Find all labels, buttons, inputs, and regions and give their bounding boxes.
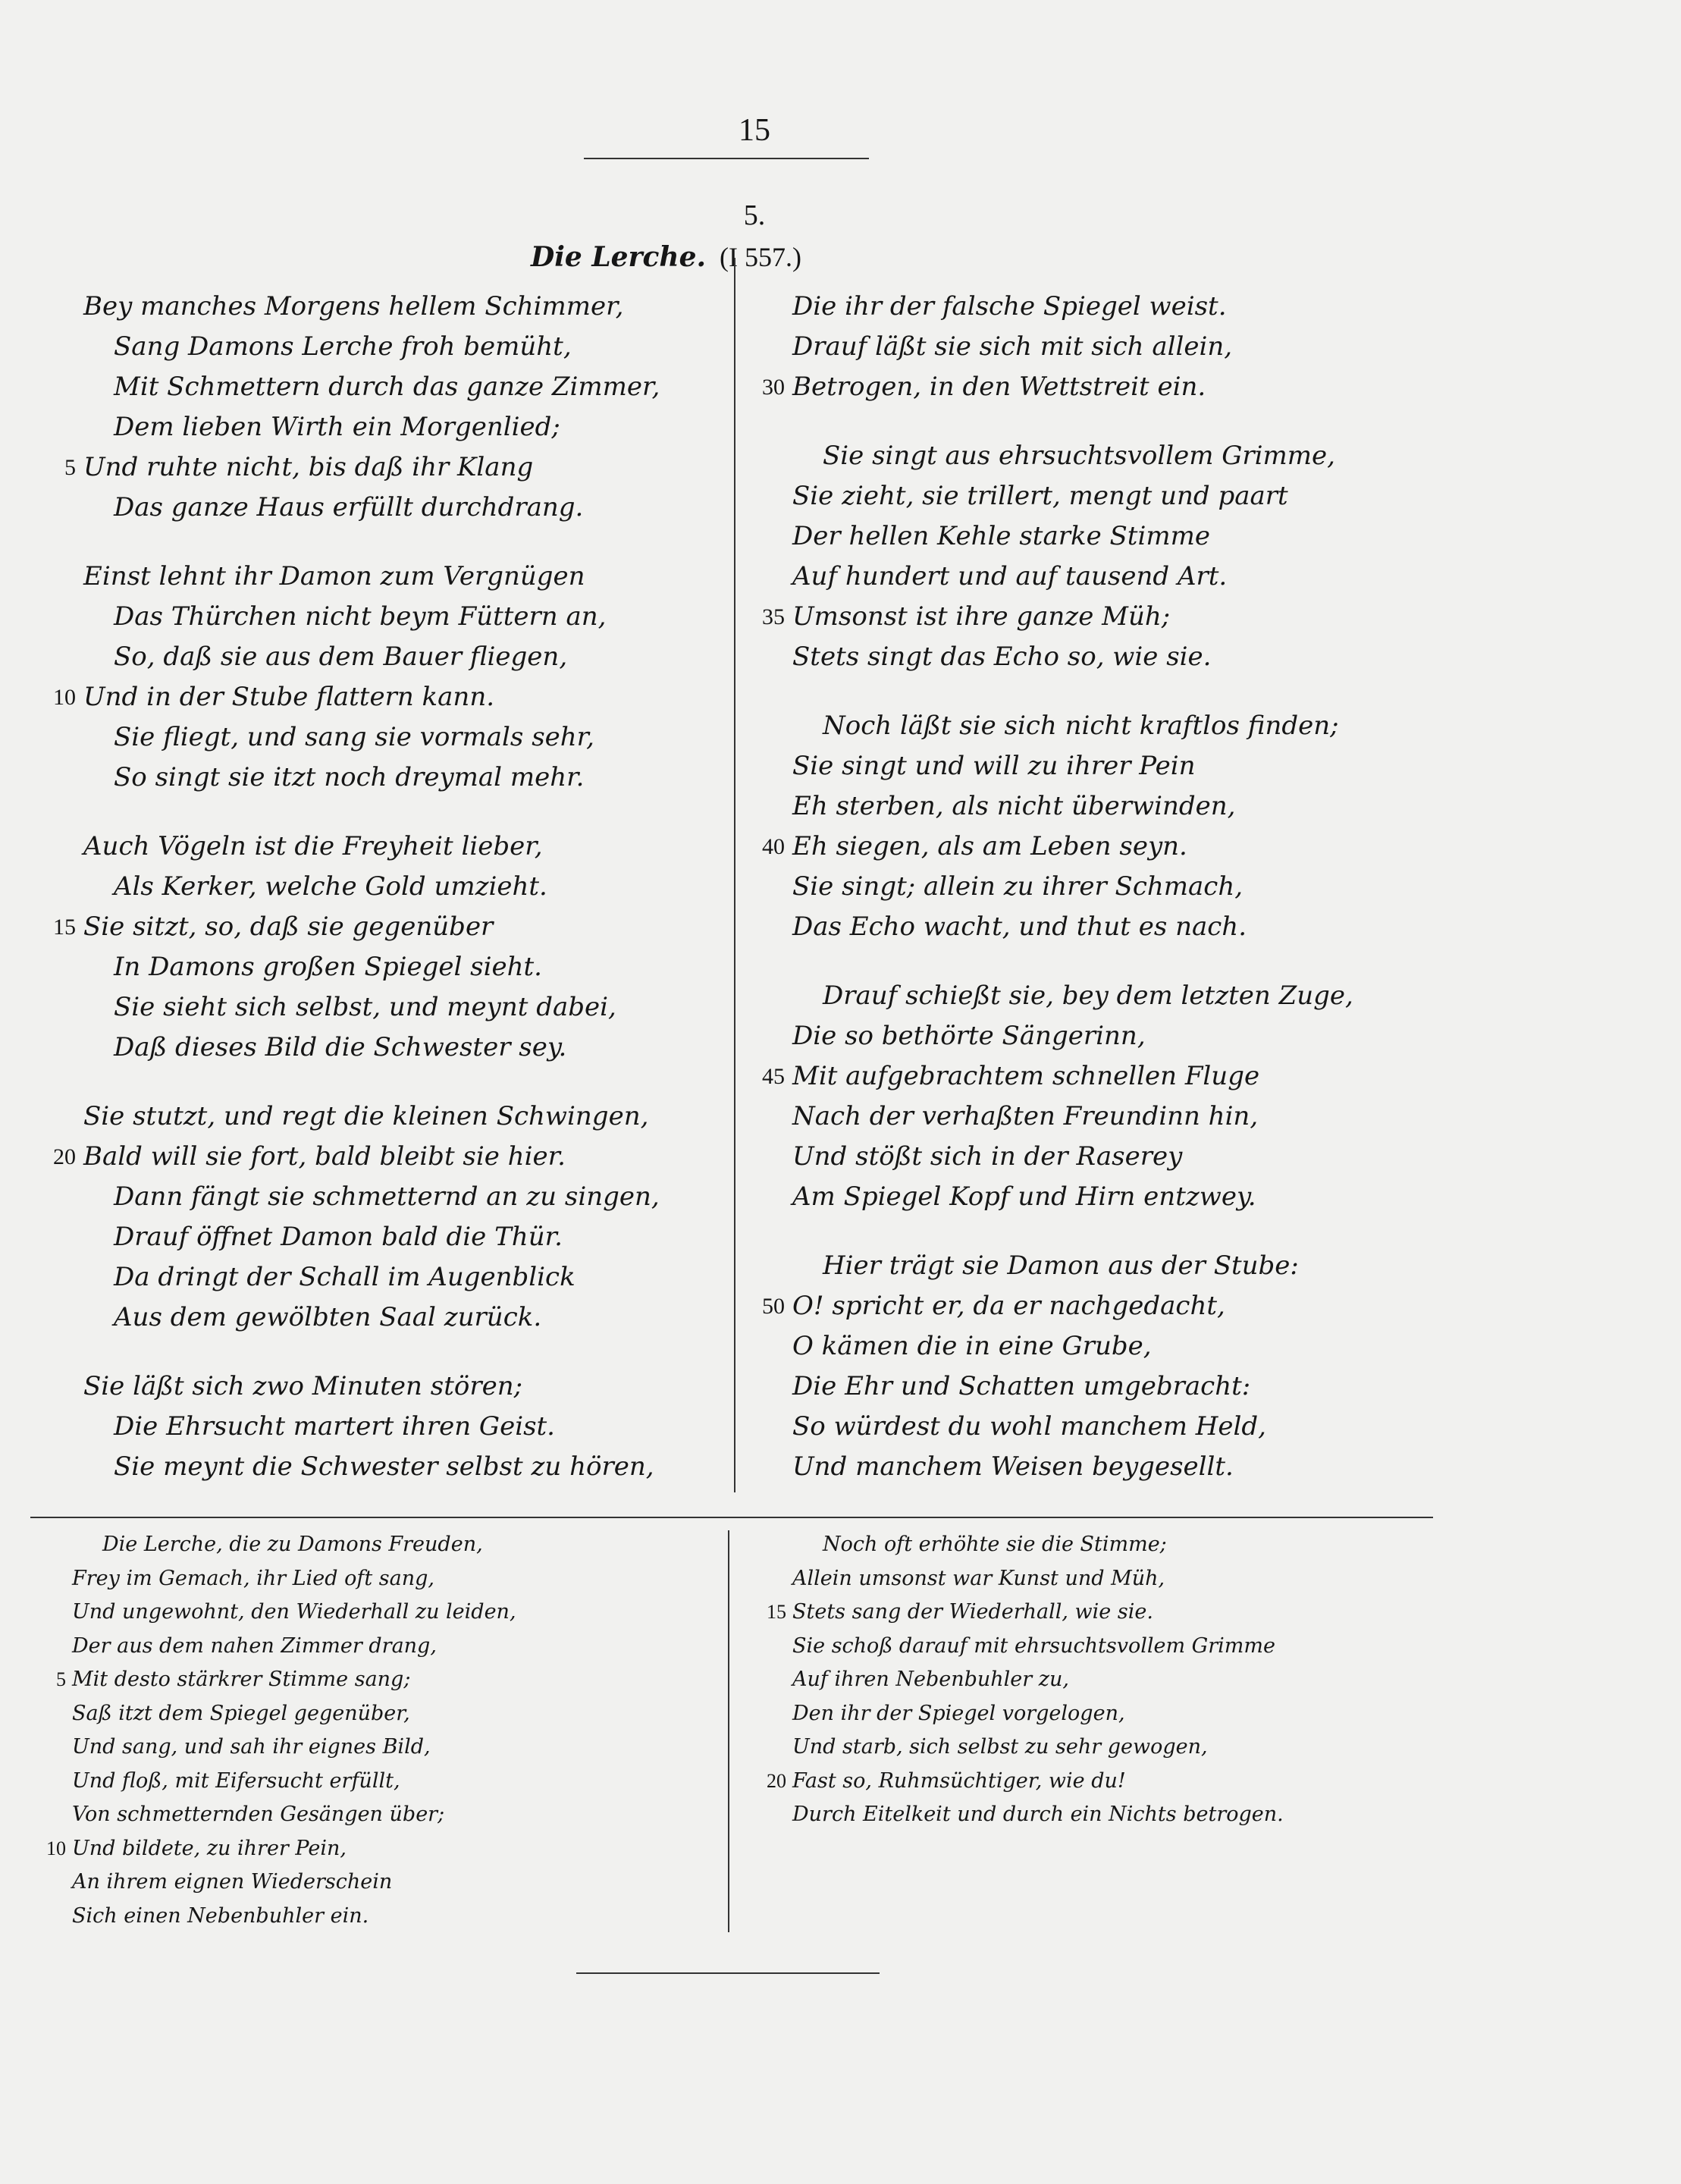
verse-line (767, 1765, 1284, 1799)
verse-line (762, 1286, 1353, 1326)
verse-text: Bey manches Morgens hellem Schimmer, (83, 291, 624, 322)
verse-line (72, 1562, 516, 1596)
line-number: 35 (762, 604, 785, 629)
verse-text: Sie schoß darauf mit ehrsuchtsvollem Grimme (792, 1633, 1275, 1658)
verse-line (792, 287, 1353, 327)
verse-text: Mit desto stärkrer Stimme sang; (72, 1668, 411, 1691)
verse-text: Eh siegen, als am Leben seyn. (792, 831, 1187, 861)
verse-line (72, 1866, 516, 1900)
verse-text: Sie stutzt, und regt die kleinen Schwingen, (83, 1101, 649, 1131)
verse-line (792, 786, 1353, 827)
verse-text: Da dringt der Schall im Augenblick (114, 1262, 575, 1292)
verse-text: Durch Eitelkeit und durch ein Nichts betrogen. (792, 1803, 1284, 1826)
verse-line (762, 827, 1353, 867)
section-divider-rule (30, 1517, 1433, 1518)
verse-text: In Damons großen Spiegel sieht. (114, 952, 542, 982)
verse-text: Sie fliegt, und sang sie vormals sehr, (114, 722, 594, 752)
stanza-gap (792, 1217, 1353, 1246)
verse-text: Saß itzt dem Spiegel gegenüber, (72, 1701, 410, 1725)
verse-line (53, 1137, 660, 1177)
verse-line (83, 1177, 660, 1217)
verse-line (83, 557, 660, 597)
verse-line (83, 717, 660, 758)
verse-line (56, 1663, 516, 1697)
verse-text: Aus dem gewölbten Saal zurück. (114, 1302, 542, 1332)
verse-text: Von schmetternden Gesängen über; (72, 1803, 445, 1826)
verse-text: Stets singt das Echo so, wie sie. (792, 642, 1212, 672)
verse-line (792, 1097, 1353, 1137)
verse-line (72, 1630, 516, 1664)
verse-line (792, 1630, 1284, 1664)
verse-line (762, 597, 1353, 637)
stanza-gap (83, 1338, 660, 1367)
verse-text: Frey im Gemach, ihr Lied oft sang, (72, 1566, 435, 1590)
line-number: 40 (762, 834, 785, 859)
page-number: 15 (739, 113, 770, 148)
line-number: 20 (53, 1144, 76, 1169)
verse-line (792, 1528, 1284, 1562)
verse-text: Und ungewohnt, den Wiederhall zu leiden, (72, 1600, 516, 1624)
line-number: 30 (762, 375, 785, 400)
verse-text: Bald will sie fort, bald bleibt sie hier. (83, 1141, 566, 1172)
verse-text: An ihrem eignen Wiederschein (72, 1870, 393, 1894)
verse-text: Umsonst ist ihre ganze Müh; (792, 601, 1171, 632)
verse-line (83, 867, 660, 907)
verse-line (792, 867, 1353, 907)
verse-line (83, 987, 660, 1028)
verse-text: Fast so, Ruhmsüchtiger, wie du! (792, 1768, 1126, 1793)
poem-title-reference: (I 557.) (720, 242, 802, 272)
verse-text: O kämen die in eine Grube, (792, 1331, 1152, 1361)
verse-text: Die so bethörte Sängerinn, (792, 1021, 1146, 1051)
verse-line (83, 367, 660, 407)
verse-line (792, 1326, 1353, 1367)
verse-text: Dann fängt sie schmetternd an zu singen, (114, 1181, 660, 1212)
verse-text: Sang Damons Lerche froh bemüht, (114, 331, 572, 362)
verse-line (83, 827, 660, 867)
verse-text: Sie sieht sich selbst, und meynt dabei, (114, 992, 616, 1022)
verse-line (83, 597, 660, 637)
verse-line (767, 1596, 1284, 1630)
verse-text: Sie zieht, sie trillert, mengt und paart (792, 481, 1288, 511)
verse-text: Drauf öffnet Damon bald die Thür. (114, 1222, 563, 1252)
verse-line (792, 1137, 1353, 1177)
verse-line (83, 1217, 660, 1257)
verse-text: Drauf schießt sie, bey dem letzten Zuge, (823, 981, 1353, 1011)
verse-line (83, 327, 660, 367)
verse-text: O! spricht er, da er nachgedacht, (792, 1291, 1225, 1321)
verse-line (792, 1731, 1284, 1765)
poem-number: 5. (743, 199, 766, 231)
verse-line (83, 637, 660, 677)
verse-text: Stets sang der Wiederhall, wie sie. (792, 1600, 1153, 1624)
verse-text: Und ruhte nicht, bis daß ihr Klang (83, 452, 534, 482)
verse-text: Der hellen Kehle starke Stimme (792, 521, 1210, 551)
verse-line (72, 1900, 516, 1934)
verse-text: Die Ehrsucht martert ihren Geist. (114, 1411, 555, 1442)
verse-text: So singt sie itzt noch dreymal mehr. (114, 762, 585, 792)
stanza-gap (792, 407, 1353, 436)
verse-text: Betrogen, in den Wettstreit ein. (792, 372, 1206, 402)
verse-line (83, 947, 660, 987)
verse-line (83, 287, 660, 327)
stanza-gap (83, 798, 660, 827)
line-number: 50 (762, 1294, 785, 1319)
verse-text: Am Spiegel Kopf und Hirn entzwey. (792, 1181, 1256, 1212)
verse-text: Auch Vögeln ist die Freyheit lieber, (83, 831, 543, 861)
verse-text: Sie sitzt, so, daß sie gegenüber (83, 912, 494, 942)
lower-left-column (46, 1528, 516, 1933)
verse-line (83, 1257, 660, 1298)
line-number: 5 (56, 1668, 66, 1690)
verse-line (762, 1056, 1353, 1097)
verse-line (72, 1765, 516, 1799)
verse-line (792, 436, 1353, 476)
stanza-gap (792, 677, 1353, 706)
verse-line (72, 1528, 516, 1562)
verse-text: Die Ehr und Schatten umgebracht: (792, 1371, 1251, 1401)
verse-text: Und in der Stube flattern kann. (83, 682, 495, 712)
verse-line (792, 1246, 1353, 1286)
verse-text: Und manchem Weisen beygesellt. (792, 1451, 1234, 1482)
verse-text: Und sang, und sah ihr eignes Bild, (72, 1735, 431, 1759)
verse-line (83, 1447, 660, 1487)
verse-text: Die Lerche, die zu Damons Freuden, (102, 1533, 483, 1556)
verse-line (53, 907, 660, 947)
verse-text: Und floß, mit Eifersucht erfüllt, (72, 1768, 400, 1793)
verse-line (83, 1097, 660, 1137)
verse-text: Sie singt und will zu ihrer Pein (792, 751, 1196, 781)
line-number: 20 (767, 1769, 786, 1792)
lower-column-divider (728, 1530, 729, 1932)
verse-line (792, 516, 1353, 557)
verse-line (46, 1832, 516, 1866)
verse-text: Und bildete, zu ihrer Pein, (72, 1836, 347, 1860)
verse-text: Dem lieben Wirth ein Morgenlied; (114, 412, 560, 442)
verse-text: Sie meynt die Schwester selbst zu hören, (114, 1451, 654, 1482)
verse-text: Der aus dem nahen Zimmer drang, (72, 1633, 437, 1658)
verse-text: Sie singt; allein zu ihrer Schmach, (792, 871, 1244, 902)
verse-text: Den ihr der Spiegel vorgelogen, (792, 1701, 1125, 1725)
line-number: 45 (762, 1064, 785, 1089)
line-number: 15 (767, 1601, 786, 1623)
verse-line (72, 1596, 516, 1630)
verse-line (83, 1028, 660, 1068)
verse-line (792, 1697, 1284, 1731)
verse-line (792, 706, 1353, 746)
verse-line (72, 1697, 516, 1731)
verse-line (792, 1177, 1353, 1217)
verse-text: So, daß sie aus dem Bauer fliegen, (114, 642, 568, 672)
verse-line (792, 746, 1353, 786)
verse-line (762, 367, 1353, 407)
verse-line (792, 1663, 1284, 1697)
verse-text: Einst lehnt ihr Damon zum Vergnügen (83, 561, 585, 592)
verse-text: Auf hundert und auf tausend Art. (792, 561, 1228, 592)
upper-right-column (762, 287, 1353, 1487)
verse-line (792, 907, 1353, 947)
verse-line (72, 1731, 516, 1765)
verse-line (83, 407, 660, 447)
verse-line (792, 1407, 1353, 1447)
line-number: 10 (53, 685, 76, 710)
stanza-gap (83, 528, 660, 557)
verse-text: Daß dieses Bild die Schwester sey. (114, 1032, 567, 1062)
verse-text: Das Thürchen nicht beym Füttern an, (114, 601, 607, 632)
verse-text: Sich einen Nebenbuhler ein. (72, 1903, 369, 1928)
verse-text: Die ihr der falsche Spiegel weist. (792, 291, 1227, 322)
verse-line (792, 476, 1353, 516)
verse-text: Und stößt sich in der Raserey (792, 1141, 1183, 1172)
verse-text: Allein umsonst war Kunst und Müh, (792, 1566, 1165, 1590)
verse-text: Noch läßt sie sich nicht kraftlos finden; (823, 711, 1339, 741)
verse-text: Das Echo wacht, und thut es nach. (792, 912, 1247, 942)
verse-line (792, 1447, 1353, 1487)
verse-line (792, 327, 1353, 367)
upper-left-column (53, 287, 660, 1487)
verse-line (792, 1562, 1284, 1596)
verse-line (83, 1298, 660, 1338)
verse-line (792, 637, 1353, 677)
line-number: 5 (64, 455, 76, 480)
verse-text: Das ganze Haus erfüllt durchdrang. (114, 492, 584, 522)
verse-line (792, 1367, 1353, 1407)
verse-text: Mit Schmettern durch das ganze Zimmer, (114, 372, 660, 402)
poem-title-main: Die Lerche. (531, 241, 707, 273)
verse-line (53, 677, 660, 717)
verse-line (83, 758, 660, 798)
verse-line (83, 1407, 660, 1447)
verse-line (792, 557, 1353, 597)
verse-line (72, 1798, 516, 1832)
verse-line (83, 1367, 660, 1407)
verse-line (792, 976, 1353, 1016)
verse-text: Sie läßt sich zwo Minuten stören; (83, 1371, 523, 1401)
verse-line (64, 447, 660, 488)
header-rule (584, 158, 869, 159)
verse-text: Und starb, sich selbst zu sehr gewogen, (792, 1735, 1208, 1759)
verse-line (83, 488, 660, 528)
verse-text: Noch oft erhöhte sie die Stimme; (823, 1533, 1167, 1556)
stanza-gap (792, 947, 1353, 976)
verse-line (792, 1798, 1284, 1832)
lower-right-column (767, 1528, 1284, 1832)
upper-column-divider (734, 258, 735, 1492)
verse-text: Als Kerker, welche Gold umzieht. (114, 871, 547, 902)
line-number: 15 (53, 915, 76, 940)
verse-text: Nach der verhaßten Freundinn hin, (792, 1101, 1259, 1131)
footer-rule (576, 1972, 880, 1974)
verse-text: So würdest du wohl manchem Held, (792, 1411, 1266, 1442)
verse-line (792, 1016, 1353, 1056)
verse-text: Auf ihren Nebenbuhler zu, (792, 1668, 1069, 1691)
verse-text: Hier trägt sie Damon aus der Stube: (823, 1250, 1299, 1281)
verse-text: Mit aufgebrachtem schnellen Fluge (792, 1061, 1260, 1091)
verse-text: Drauf läßt sie sich mit sich allein, (792, 331, 1233, 362)
line-number: 10 (46, 1837, 66, 1859)
verse-text: Sie singt aus ehrsuchtsvollem Grimme, (823, 441, 1335, 471)
stanza-gap (83, 1068, 660, 1097)
verse-text: Eh sterben, als nicht überwinden, (792, 791, 1236, 821)
poem-title (531, 241, 986, 273)
